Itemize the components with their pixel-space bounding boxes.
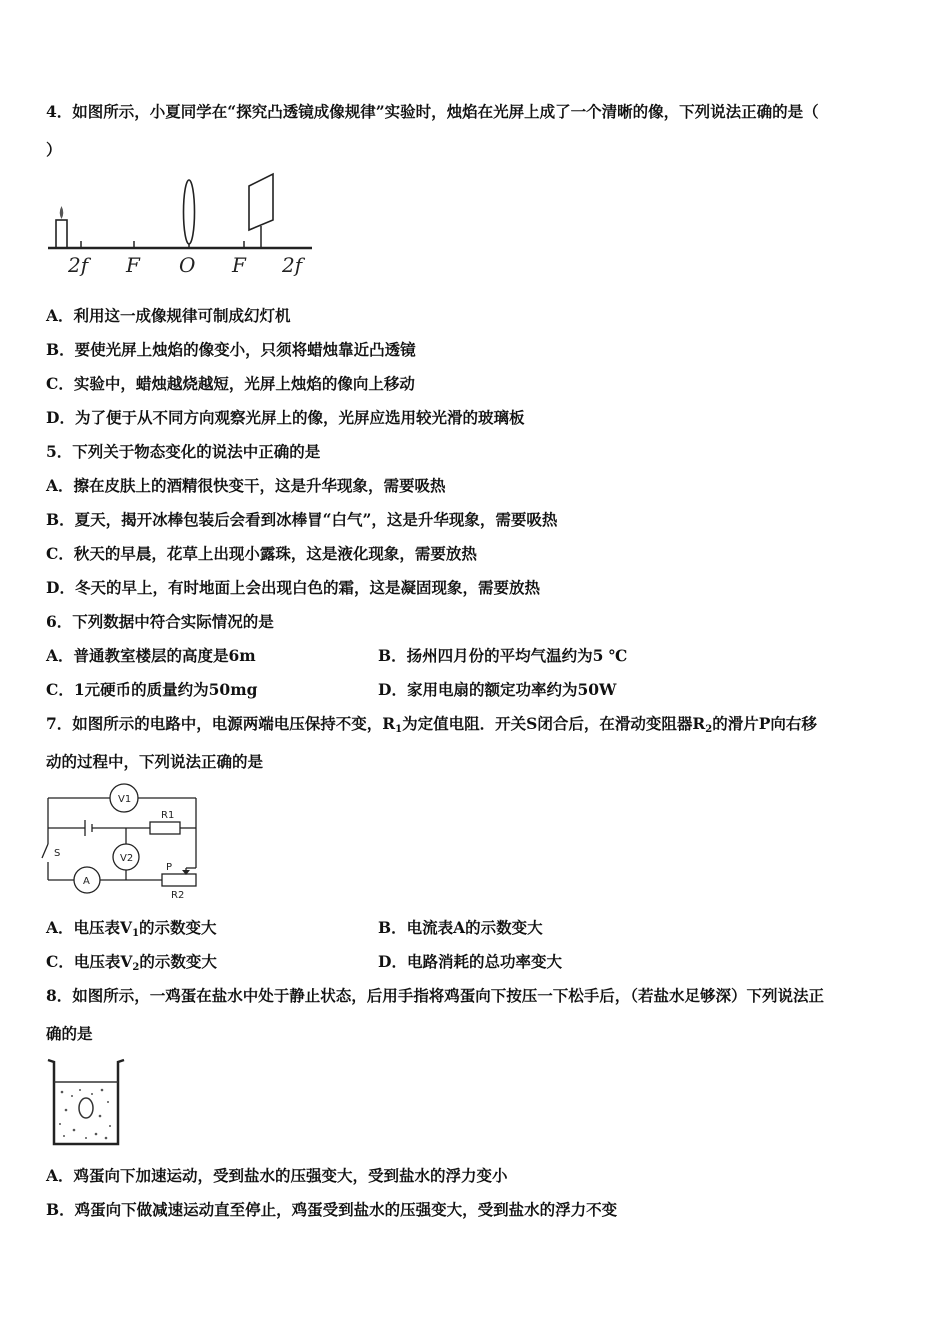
q8-stem-line1: 8．如图所示，一鸡蛋在盐水中处于静止状态，后用手指将鸡蛋向下按压一下松手后，（若盐水足够深）下列说法正 xyxy=(46,986,825,1005)
label-f-left: F xyxy=(126,253,140,277)
label-2f-left: 2f xyxy=(68,253,89,277)
q4-option-c: C．实验中，蜡烛越烧越短，光屏上烛焰的像向上移动 xyxy=(46,374,415,393)
label-2f-right: 2f xyxy=(282,253,303,277)
convex-lens-icon xyxy=(184,180,195,244)
v1-label: V1 xyxy=(118,794,132,805)
q8-stem-line2: 确的是 xyxy=(46,1024,93,1043)
r2-label: R2 xyxy=(171,890,185,901)
candle-icon xyxy=(56,220,67,248)
q4-stem-line1: 4．如图所示，小夏同学在“探究凸透镜成像规律”实验时，烛焰在光屏上成了一个清晰的像，下列说法正确的是（ xyxy=(46,102,819,121)
light-screen-icon xyxy=(249,174,273,230)
lens-figure xyxy=(46,168,326,280)
egg-icon xyxy=(79,1098,93,1118)
r1-label: R1 xyxy=(161,810,175,821)
q6-stem: 6．下列数据中符合实际情况的是 xyxy=(46,612,274,631)
q5-option-a: A．擦在皮肤上的酒精很快变干，这是升华现象，需要吸热 xyxy=(46,476,446,495)
q7-stem-line1: 7．如图所示的电路中，电源两端电压保持不变，$R_1$为定值电阻．开关S闭合后，在滑动变阻器$R_2$的滑片P向右移 xyxy=(46,714,817,735)
v2-label: V2 xyxy=(120,853,134,864)
q4-option-a: A．利用这一成像规律可制成幻灯机 xyxy=(46,306,291,325)
q6-option-b: B．扬州四月份的平均气温约为5 ℃ xyxy=(378,646,628,665)
q8-option-a: A．鸡蛋向下加速运动，受到盐水的压强变大，受到盐水的浮力变小 xyxy=(46,1166,508,1185)
q7-stem-line2: 动的过程中，下列说法正确的是 xyxy=(46,752,264,771)
q4-stem-line2: ） xyxy=(46,140,62,159)
q6-option-d: D．家用电扇的额定功率约为50W xyxy=(378,680,617,699)
circuit-diagram xyxy=(40,782,210,908)
q5-option-b: B．夏天，揭开冰棒包装后会看到冰棒冒“白气”，这是升华现象，需要吸热 xyxy=(46,510,558,529)
q4-option-d: D．为了便于从不同方向观察光屏上的像，光屏应选用较光滑的玻璃板 xyxy=(46,408,525,427)
q5-option-d: D．冬天的早上，有时地面上会出现白色的霜，这是凝固现象，需要放热 xyxy=(46,578,540,597)
q7-option-a: A．电压表$V_1$的示数变大 xyxy=(46,918,217,939)
beaker-figure xyxy=(46,1054,128,1150)
label-o: O xyxy=(179,253,196,277)
q6-option-a: A．普通教室楼层的高度是6m xyxy=(46,646,256,665)
q7-option-c: C．电压表$V_2$的示数变大 xyxy=(46,952,217,973)
q7-option-b: B．电流表A的示数变大 xyxy=(378,918,543,937)
q6-option-c: C．1元硬币的质量约为50mg xyxy=(46,680,258,699)
flame-icon xyxy=(60,206,64,219)
q8-option-b: B．鸡蛋向下做减速运动直至停止，鸡蛋受到盐水的压强变大，受到盐水的浮力不变 xyxy=(46,1200,618,1219)
label-f-right: F xyxy=(232,253,246,277)
q4-option-b: B．要使光屏上烛焰的像变小，只须将蜡烛靠近凸透镜 xyxy=(46,340,416,359)
q5-stem: 5．下列关于物态变化的说法中正确的是 xyxy=(46,442,321,461)
q5-option-c: C．秋天的早晨，花草上出现小露珠，这是液化现象，需要放热 xyxy=(46,544,477,563)
slider-p-label: P xyxy=(166,862,173,873)
switch-label: S xyxy=(54,848,61,859)
ammeter-label: A xyxy=(83,876,90,887)
beaker-icon xyxy=(48,1060,124,1144)
q7-option-d: D．电路消耗的总功率变大 xyxy=(378,952,562,971)
